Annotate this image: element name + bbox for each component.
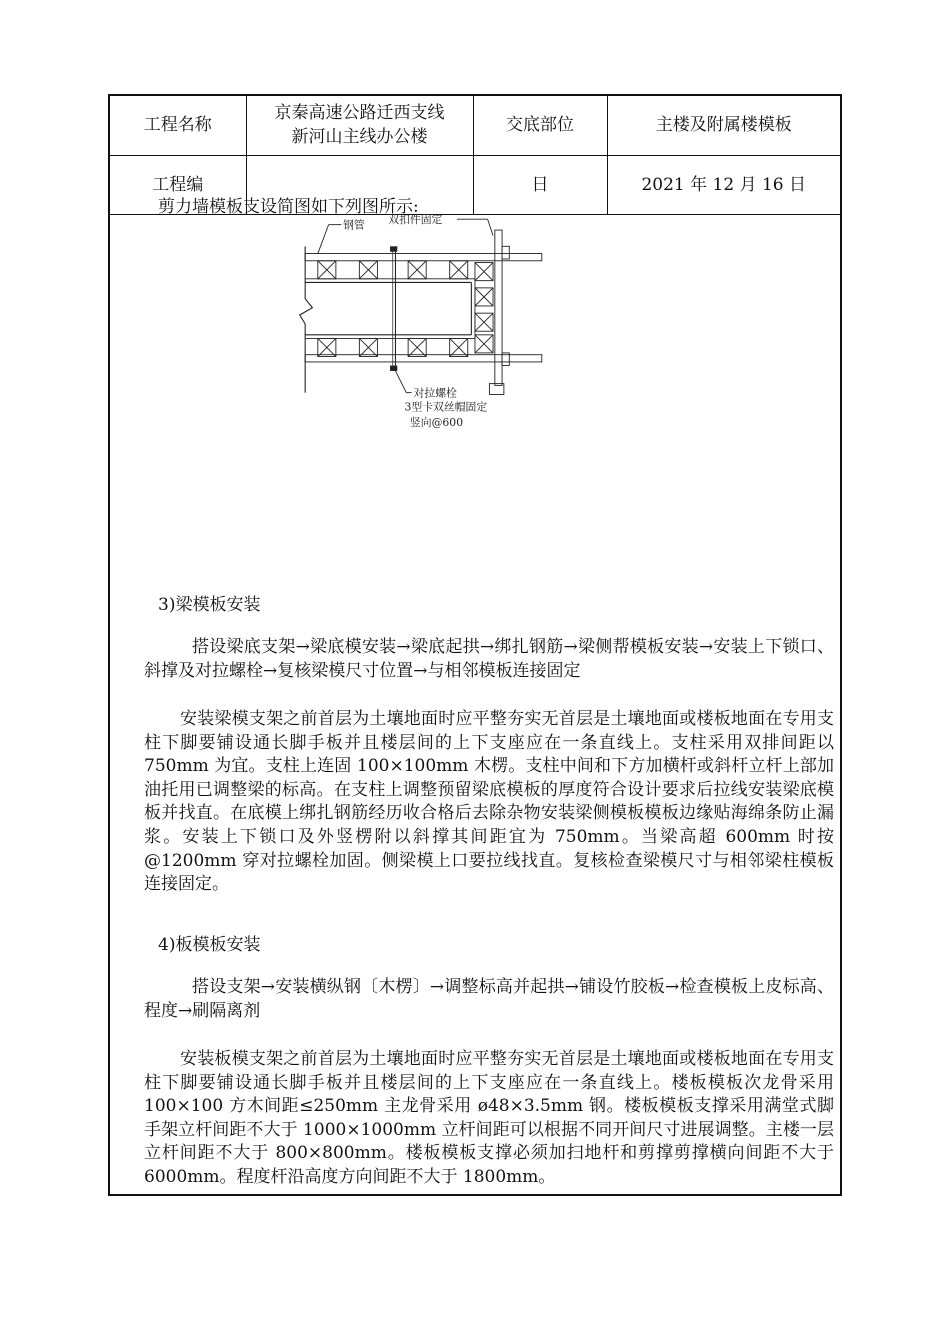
date-label: 日 <box>473 155 607 214</box>
label-spacing: 竖向@600 <box>409 416 464 430</box>
project-name-line2: 新河山主线办公楼 <box>291 127 428 148</box>
section3-body: 安装梁模支架之前首层为土壤地面时应平整夯实无首层是土壤地面或楼板地面在专用支柱下脚要铺设通长脚手板并且楼层间的上下支座应在一条直线上。支柱采用双排间距以 750mm 为宜。支柱上连固 100×100mm 木楞。支柱中间和下方加横杆或斜杆立杆上部加油托用已调整梁的标高。在支柱上调整预留梁底模板的厚度符合设计要求后拉线安装梁底模板并找直。在底模上绑扎钢筋经历收合格后去除杂物安装梁侧模板模板边缘贴海绵条防止漏浆。安装上下锁口及外竖楞附以斜撑其间距宜为 750mm。当梁高超 600mm 时按@1200mm 穿对拉螺栓加固。侧梁模上口要拉线找直。复核检查梁模尺寸与相邻梁柱模板连接固定。 <box>144 709 834 895</box>
label-fastener: 双扣件固定 <box>388 212 443 226</box>
document-frame <box>108 94 842 1196</box>
project-name-value <box>246 96 473 155</box>
project-no-label: 工程编 <box>110 155 246 214</box>
location-value: 主楼及附属楼模板 <box>607 96 840 155</box>
label-bolt: 对拉螺栓 <box>413 386 457 400</box>
section3-flow: 搭设梁底支架→梁底模安装→梁底起拱→绑扎钢筋→梁侧帮模板安装→安装上下锁口、斜撑及对拉螺栓→复核梁模尺寸位置→与相邻模板连接固定 <box>144 637 834 681</box>
date-value: 2021 年 12 月 16 日 <box>607 155 840 214</box>
intro-text: 剪力墙模板支设简图如下列图所示: <box>158 197 419 217</box>
section3-heading: 3)梁模板安装 <box>158 595 261 615</box>
label-clamp: 3型卡双丝帽固定 <box>404 400 488 414</box>
location-label: 交底部位 <box>473 96 607 155</box>
label-pipe: 钢管 <box>343 218 365 232</box>
project-name-line1: 京秦高速公路迁西支线 <box>274 103 445 124</box>
section4-flow: 搭设支架→安装横纵钢〔木楞〕→调整标高并起拱→铺设竹胶板→检查模板上皮标高、程度→刷隔离剂 <box>144 977 834 1021</box>
shear-wall-formwork-diagram <box>274 156 694 436</box>
section4-body: 安装板模支架之前首层为土壤地面时应平整夯实无首层是土壤地面或楼板地面在专用支柱下脚要铺设通长脚手板并且楼层间的上下支座应在一条直线上。楼板模板次龙骨采用 100×100 方木间距≤250mm 主龙骨采用 ø48×3.5mm 钢。楼板模板支撑采用满堂式脚手架立杆间距不大于 1000×1000mm 立杆间距可以根据不同开间尺寸进展调整。主楼一层立杆间距不大于 800×800mm。楼板模板支撑必须加扫地杆和剪撑剪撑横向间距不大于 6000mm。程度杆沿高度方向间距不大于 1800mm。 <box>144 1049 834 1187</box>
section4-heading: 4)板模板安装 <box>158 935 261 955</box>
project-name-label: 工程名称 <box>110 96 246 155</box>
